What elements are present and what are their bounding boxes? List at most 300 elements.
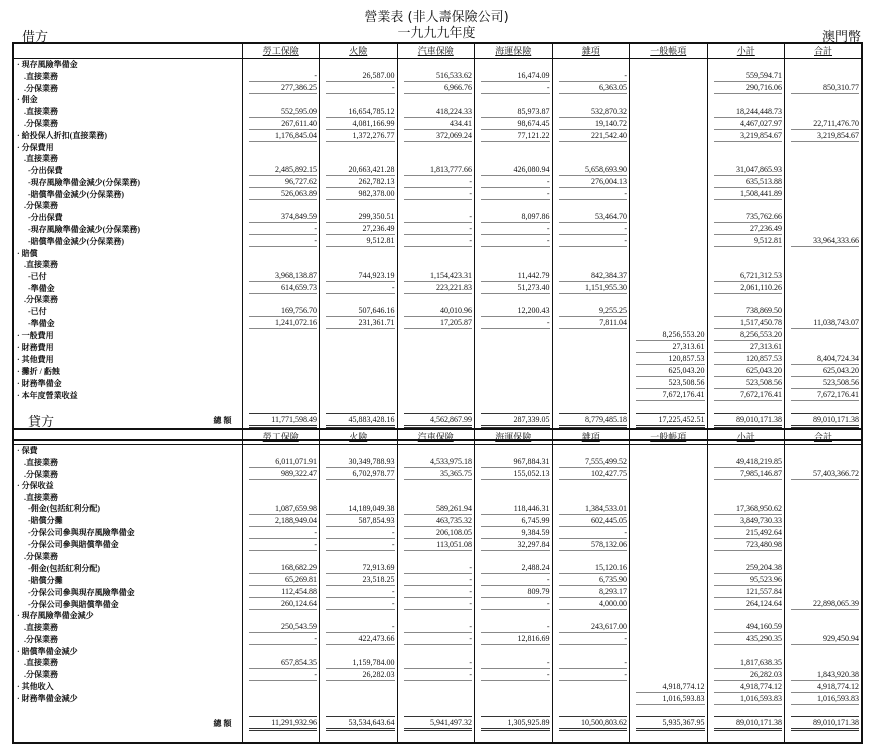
- cell-value: [791, 563, 859, 574]
- row-label: 總 額: [213, 719, 232, 729]
- value-cell: [397, 247, 475, 258]
- cell-value: -: [559, 223, 628, 235]
- value-cell: [785, 59, 863, 71]
- cell-value: 95,523.96: [714, 574, 783, 586]
- value-cell: [552, 365, 630, 377]
- value-cell: [475, 82, 553, 94]
- cell-value: [791, 106, 859, 117]
- value-cell: [707, 389, 785, 401]
- cell-value: [559, 342, 628, 353]
- cell-value: 264,124.64: [714, 598, 783, 610]
- cell-value: [559, 492, 628, 503]
- table-row: [13, 389, 862, 401]
- value-cell: [242, 503, 320, 515]
- column-header-label: 勞工保險: [262, 45, 299, 56]
- cell-value: 8,779,485.18: [559, 413, 628, 428]
- cell-value: [714, 492, 783, 503]
- value-cell: [785, 305, 863, 317]
- value-cell: [630, 259, 708, 270]
- value-cell: [475, 106, 553, 118]
- cell-value: 967,884.31: [481, 456, 550, 468]
- cell-value: 8,256,553.20: [714, 329, 783, 341]
- value-cell: [320, 176, 398, 188]
- cell-value: [791, 342, 859, 353]
- cell-value: [249, 259, 318, 270]
- cell-value: 206,108.05: [404, 527, 473, 539]
- value-cell: [630, 657, 708, 669]
- value-cell: [242, 270, 320, 282]
- row-label: -分出保費: [28, 212, 63, 222]
- value-cell: [785, 621, 863, 633]
- cell-value: 12,816.69: [481, 633, 550, 645]
- cell-value: [714, 610, 783, 621]
- cell-value: [791, 71, 859, 82]
- value-cell: [785, 645, 863, 656]
- value-cell: [707, 468, 785, 480]
- cell-value: [791, 622, 859, 633]
- cell-value: [791, 94, 859, 105]
- value-cell: [707, 413, 785, 428]
- cell-value: 929,450.94: [791, 633, 859, 645]
- value-cell: [242, 598, 320, 610]
- table-row: [13, 211, 862, 223]
- cell-value: 1,016,593.83: [714, 693, 783, 705]
- value-cell: [552, 188, 630, 200]
- table-row: [13, 669, 862, 681]
- cell-value: 1,087,659.98: [249, 503, 318, 515]
- cell-value: [791, 165, 859, 176]
- column-header-label: 火險: [349, 45, 368, 56]
- cell-value: -: [481, 223, 550, 235]
- cell-value: -: [404, 586, 473, 598]
- cell-value: 809.79: [481, 586, 550, 598]
- value-cell: [242, 153, 320, 164]
- value-cell: [552, 527, 630, 539]
- value-cell: [475, 130, 553, 142]
- value-cell: [475, 551, 553, 562]
- value-cell: [320, 574, 398, 586]
- value-cell: [707, 176, 785, 188]
- cell-value: 45,883,428.16: [326, 413, 395, 428]
- value-cell: [397, 681, 475, 693]
- table-row: [13, 445, 862, 457]
- cell-value: 221,542.40: [559, 130, 628, 142]
- value-cell: [397, 200, 475, 211]
- value-cell: [785, 142, 863, 153]
- value-cell: [242, 294, 320, 305]
- cell-value: 5,658,693.90: [559, 164, 628, 176]
- value-cell: [552, 445, 630, 457]
- cell-value: 11,291,932.96: [249, 716, 318, 731]
- table-row: [13, 598, 862, 610]
- value-cell: [320, 270, 398, 282]
- value-cell: [475, 294, 553, 305]
- value-cell: [552, 176, 630, 188]
- cell-value: 23,518.25: [326, 574, 395, 586]
- cell-value: [481, 693, 550, 704]
- value-cell: [552, 106, 630, 118]
- value-cell: [475, 413, 553, 428]
- cell-value: -: [249, 633, 318, 645]
- value-cell: [320, 164, 398, 176]
- value-cell: [707, 106, 785, 118]
- row-label: .分保業務: [24, 119, 58, 129]
- value-cell: [320, 693, 398, 705]
- row-label: -賠償準備金減少(分保業務): [28, 236, 124, 246]
- cell-value: 8,256,553.20: [636, 329, 705, 341]
- cell-value: [636, 118, 705, 129]
- value-cell: [630, 130, 708, 142]
- value-cell: [475, 118, 553, 130]
- cell-value: 8,097.86: [481, 211, 550, 223]
- value-cell: [707, 610, 785, 621]
- cell-value: 27,313.61: [636, 341, 705, 353]
- cell-value: [791, 259, 859, 270]
- table-row: [13, 377, 862, 389]
- value-cell: [552, 468, 630, 480]
- value-cell: [785, 610, 863, 621]
- cell-value: 526,063.89: [249, 188, 318, 200]
- value-cell: [320, 259, 398, 270]
- cell-value: 17,205.87: [404, 317, 473, 329]
- value-cell: [630, 329, 708, 341]
- cell-value: 276,004.13: [559, 176, 628, 188]
- table-row: [13, 329, 862, 341]
- cell-value: 26,587.00: [326, 70, 395, 82]
- value-cell: [242, 445, 320, 457]
- cell-value: [636, 294, 705, 305]
- value-cell: [242, 235, 320, 247]
- value-cell: [552, 562, 630, 574]
- value-cell: [630, 669, 708, 681]
- cell-value: -: [404, 598, 473, 610]
- cell-value: 1,154,423.31: [404, 270, 473, 282]
- cell-value: 223,221.83: [404, 282, 473, 294]
- value-cell: [475, 633, 553, 645]
- value-cell: [630, 574, 708, 586]
- cell-value: 2,485,892.15: [249, 164, 318, 176]
- cell-value: [791, 283, 859, 294]
- value-cell: [397, 574, 475, 586]
- row-label: · 分保收益: [17, 481, 54, 491]
- cell-value: [249, 142, 318, 153]
- value-cell: [552, 586, 630, 598]
- cell-value: -: [559, 188, 628, 200]
- cell-value: [791, 189, 859, 200]
- cell-value: -: [481, 82, 550, 94]
- value-cell: [552, 164, 630, 176]
- value-cell: [785, 211, 863, 223]
- value-cell: [397, 503, 475, 515]
- cell-value: [249, 294, 318, 305]
- row-label: · 保費: [17, 446, 38, 456]
- value-cell: [397, 317, 475, 329]
- cell-value: 507,646.16: [326, 305, 395, 317]
- table-row: [13, 153, 862, 164]
- value-cell: [242, 365, 320, 377]
- cell-value: [326, 94, 395, 105]
- cell-value: [791, 551, 859, 562]
- row-label: -現存風險準備金減少(分保業務): [28, 177, 140, 187]
- value-cell: [552, 317, 630, 329]
- cell-value: [481, 480, 550, 491]
- value-cell: [475, 211, 553, 223]
- value-cell: [320, 82, 398, 94]
- cell-value: -: [404, 211, 473, 223]
- value-cell: [707, 200, 785, 211]
- table-row: [13, 106, 862, 118]
- value-cell: [242, 645, 320, 656]
- value-cell: [630, 305, 708, 317]
- value-cell: [552, 621, 630, 633]
- cell-value: 4,918,774.12: [714, 681, 783, 693]
- cell-value: -: [249, 527, 318, 539]
- cell-value: [636, 551, 705, 562]
- value-cell: [397, 94, 475, 105]
- cell-value: 11,442.79: [481, 270, 550, 282]
- cell-value: [404, 142, 473, 153]
- value-cell: [320, 468, 398, 480]
- value-cell: [707, 317, 785, 329]
- table-row: [13, 468, 862, 480]
- cell-value: [559, 94, 628, 105]
- cell-value: 657,854.35: [249, 657, 318, 669]
- cell-value: [481, 354, 550, 365]
- value-cell: [475, 480, 553, 491]
- cell-value: 1,843,920.38: [791, 669, 859, 681]
- column-header: [475, 43, 553, 59]
- value-cell: [707, 716, 785, 731]
- value-cell: [552, 211, 630, 223]
- column-header-label: 小計: [736, 431, 755, 442]
- row-label: · 財務準備金減少: [17, 694, 78, 704]
- row-label: -已付: [28, 306, 47, 316]
- cell-value: 426,080.94: [481, 164, 550, 176]
- value-cell: [630, 598, 708, 610]
- value-cell: [320, 247, 398, 258]
- row-label: -準備金: [28, 283, 55, 293]
- value-cell: [707, 305, 785, 317]
- cell-value: [559, 153, 628, 164]
- value-cell: [785, 130, 863, 142]
- spacer-row: [13, 401, 862, 412]
- value-cell: [552, 693, 630, 705]
- cell-value: -: [249, 539, 318, 551]
- value-cell: [320, 223, 398, 235]
- cell-value: -: [559, 633, 628, 645]
- column-header: [242, 429, 320, 445]
- cell-value: [791, 610, 859, 621]
- value-cell: [707, 377, 785, 389]
- cell-value: 7,672,176.41: [791, 389, 859, 401]
- value-cell: [552, 681, 630, 693]
- cell-value: -: [249, 70, 318, 82]
- value-cell: [630, 492, 708, 503]
- table-row: [13, 353, 862, 365]
- cell-value: [636, 71, 705, 82]
- cell-value: [481, 342, 550, 353]
- value-cell: [475, 716, 553, 731]
- value-cell: [242, 515, 320, 527]
- cell-value: [559, 366, 628, 377]
- value-cell: [552, 598, 630, 610]
- value-cell: [707, 118, 785, 130]
- cell-value: 982,378.00: [326, 188, 395, 200]
- cell-value: -: [404, 235, 473, 247]
- row-label: .直接業務: [24, 154, 58, 164]
- cell-value: 16,654,785.12: [326, 106, 395, 118]
- cell-value: 4,918,774.12: [791, 681, 859, 693]
- cell-value: [636, 236, 705, 247]
- value-cell: [552, 270, 630, 282]
- cell-value: 32,297.84: [481, 539, 550, 551]
- value-cell: [475, 94, 553, 105]
- cell-value: 4,918,774.12: [636, 681, 705, 693]
- value-cell: [630, 153, 708, 164]
- cell-value: 26,282.03: [326, 669, 395, 681]
- cell-value: -: [404, 223, 473, 235]
- value-cell: [475, 247, 553, 258]
- value-cell: [397, 211, 475, 223]
- cell-value: [404, 480, 473, 491]
- value-cell: [475, 468, 553, 480]
- value-cell: [785, 70, 863, 82]
- value-cell: [397, 669, 475, 681]
- cell-value: [326, 480, 395, 491]
- table-row: [13, 527, 862, 539]
- header-row: [13, 429, 862, 445]
- value-cell: [475, 669, 553, 681]
- value-cell: [320, 633, 398, 645]
- cell-value: 16,474.09: [481, 70, 550, 82]
- cell-value: [326, 693, 395, 704]
- value-cell: [397, 164, 475, 176]
- value-cell: [397, 527, 475, 539]
- cell-value: -: [326, 598, 395, 610]
- value-cell: [397, 480, 475, 491]
- value-cell: [475, 153, 553, 164]
- column-header-label: 一般帳項: [650, 45, 687, 56]
- cell-value: -: [404, 188, 473, 200]
- column-header: [397, 43, 475, 59]
- column-header: [630, 43, 708, 59]
- value-cell: [475, 527, 553, 539]
- cell-value: 53,464.70: [559, 211, 628, 223]
- value-cell: [242, 562, 320, 574]
- value-cell: [785, 527, 863, 539]
- cell-value: [404, 492, 473, 503]
- value-cell: [475, 142, 553, 153]
- value-cell: [397, 610, 475, 621]
- cell-value: 523,508.56: [714, 377, 783, 389]
- value-cell: [552, 118, 630, 130]
- value-cell: [707, 164, 785, 176]
- value-cell: [320, 413, 398, 428]
- value-cell: [630, 586, 708, 598]
- value-cell: [552, 413, 630, 428]
- value-cell: [630, 142, 708, 153]
- value-cell: [397, 153, 475, 164]
- value-cell: [707, 70, 785, 82]
- value-cell: [707, 247, 785, 258]
- value-cell: [707, 562, 785, 574]
- value-cell: [630, 377, 708, 389]
- value-cell: [552, 282, 630, 294]
- cell-value: [404, 294, 473, 305]
- value-cell: [630, 164, 708, 176]
- value-cell: [785, 586, 863, 598]
- value-cell: [630, 118, 708, 130]
- row-label: .分保業務: [24, 201, 58, 211]
- value-cell: [552, 247, 630, 258]
- cell-value: [249, 492, 318, 503]
- cell-value: 299,350.51: [326, 211, 395, 223]
- value-cell: [475, 329, 553, 341]
- debit-table: [12, 42, 863, 441]
- cell-value: 120,857.53: [714, 353, 783, 365]
- cell-value: -: [404, 657, 473, 669]
- cell-value: [636, 657, 705, 668]
- row-label: -賠償分攤: [28, 575, 63, 585]
- value-cell: [707, 492, 785, 503]
- cell-value: -: [249, 235, 318, 247]
- value-cell: [630, 389, 708, 401]
- value-cell: [785, 94, 863, 105]
- cell-value: [326, 259, 395, 270]
- value-cell: [320, 353, 398, 365]
- cell-value: 259,204.38: [714, 562, 783, 574]
- value-cell: [785, 539, 863, 551]
- cell-value: 9,384.59: [481, 527, 550, 539]
- column-header: [552, 429, 630, 445]
- cell-value: [249, 248, 318, 259]
- column-header-label: 雜項: [581, 431, 600, 442]
- table-row: [13, 633, 862, 645]
- cell-value: -: [404, 621, 473, 633]
- cell-value: 434.41: [404, 118, 473, 130]
- cell-value: [559, 330, 628, 341]
- value-cell: [785, 200, 863, 211]
- value-cell: [397, 353, 475, 365]
- cell-value: 723,480.98: [714, 539, 783, 551]
- row-label: -分保公司參與賠償準備金: [28, 540, 119, 550]
- cell-value: 635,513.88: [714, 176, 783, 188]
- cell-value: [636, 200, 705, 211]
- credit-heading: 貸方: [28, 415, 55, 430]
- value-cell: [397, 693, 475, 705]
- cell-value: [326, 59, 395, 70]
- value-cell: [397, 282, 475, 294]
- cell-value: 49,418,219.85: [714, 456, 783, 468]
- value-cell: [320, 329, 398, 341]
- value-cell: [630, 353, 708, 365]
- cell-value: [404, 693, 473, 704]
- value-cell: [242, 657, 320, 669]
- value-cell: [785, 574, 863, 586]
- table-row: [13, 247, 862, 258]
- cell-value: [559, 259, 628, 270]
- table-row: [13, 681, 862, 693]
- value-cell: [475, 365, 553, 377]
- cell-value: 17,225,452.51: [636, 413, 705, 428]
- cell-value: [249, 445, 318, 456]
- cell-value: [326, 390, 395, 401]
- cell-value: [404, 153, 473, 164]
- cell-value: 7,672,176.41: [636, 389, 705, 401]
- value-cell: [707, 693, 785, 705]
- value-cell: [242, 456, 320, 468]
- cell-value: 98,674.45: [481, 118, 550, 130]
